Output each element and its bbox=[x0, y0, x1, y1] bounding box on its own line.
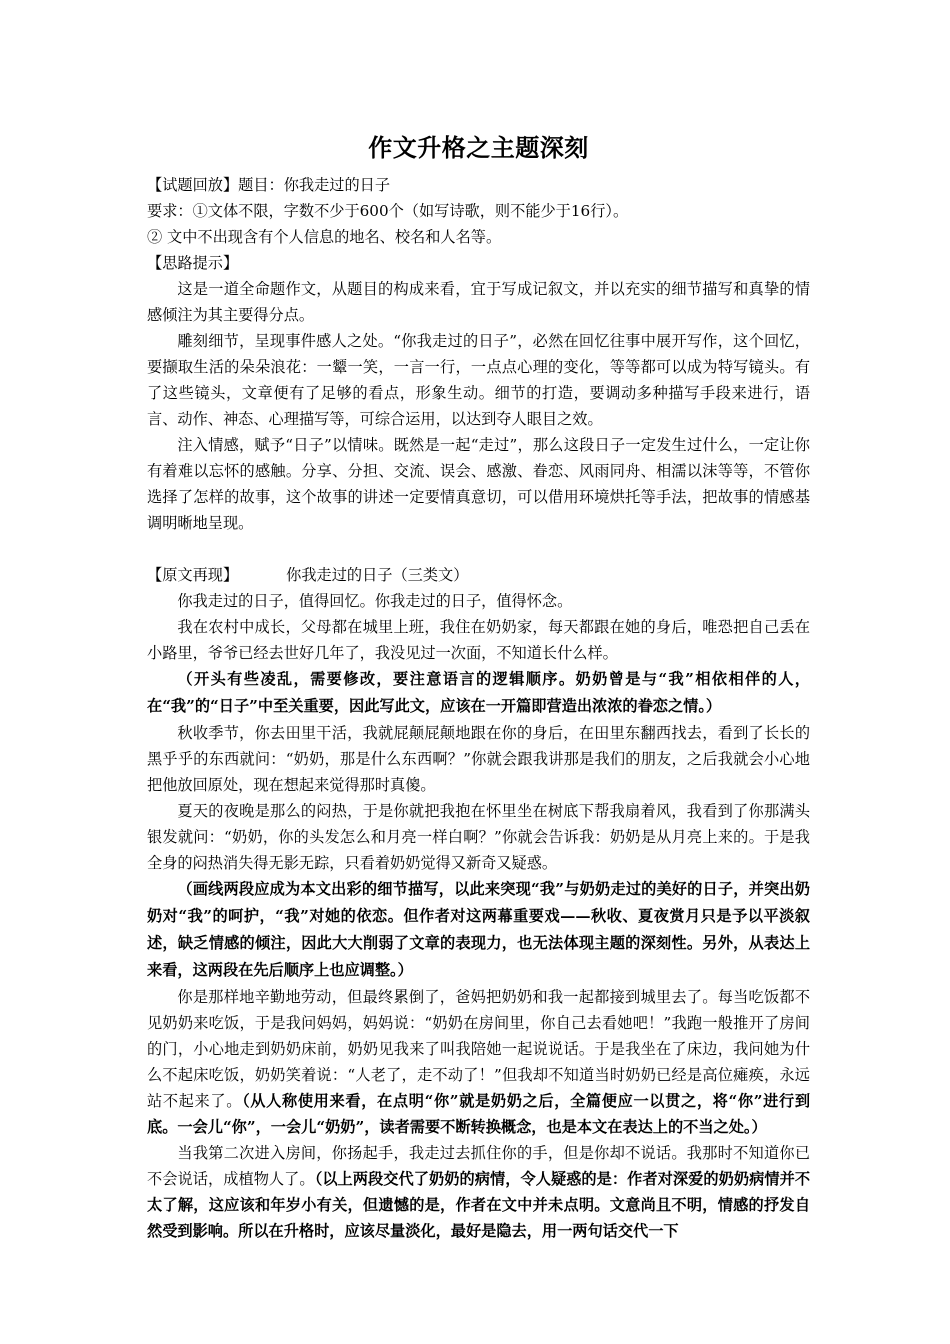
hint-label: 【思路提示】 bbox=[147, 254, 239, 272]
original-paragraph-5-text: 你是那样地辛勤地劳动，但最终累倒了，爸妈把奶奶和我一起都接到城里去了。每当吃饭都不见奶奶来吃饭，于是我问妈妈，妈妈说：“奶奶在房间里，你自己去看她吧！”我跑一般推开了房间的门，小心地走到奶奶床前，奶奶见我来了叫我陪她一起说说话。于是我坐在了床边，我问她为什么不起床吃饭，奶奶笑着说：“人老了，走不动了！”但我却不知道当时奶奶已经是高位瘫痪，永远站不起来了。 bbox=[147, 988, 810, 1110]
requirement-2: ② 文中不出现含有个人信息的地名、校名和人名等。 bbox=[147, 228, 502, 246]
question-label: 【试题回放】 bbox=[147, 176, 239, 194]
original-paragraph-3: 秋收季节，你去田里干活，我就屁颠屁颠地跟在你的身后，在田里东翻西找去，看到了长长的黑乎乎的东西就问：“奶奶，那是什么东西啊？”你就会跟我讲那是我们的朋友，之后我就会小心地把他放回原处，现在想起来觉得那时真傻。 bbox=[147, 724, 810, 794]
comment-1: （开头有些凌乱，需要修改，要注意语言的逻辑顺序。奶奶曾是与“我”相依相伴的人，在“我”的“日子”中至关重要，因此写此文，应该在一开篇即营造出浓浓的眷恋之情。） bbox=[147, 670, 810, 715]
question-text: 题目：你我走过的日子 bbox=[238, 176, 390, 194]
hint-paragraph-2: 雕刻细节，呈现事件感人之处。“你我走过的日子”，必然在回忆往事中展开写作，这个回忆，要撷取生活的朵朵浪花：一颦一笑，一言一行，一点点心理的变化，等等都可以成为特写镜头。有了这些镜头，文章便有了足够的看点，形象生动。细节的打造，要调动多种描写手段来进行，语言、动作、神态、心理描写等，可综合运用，以达到夺人眼目之效。 bbox=[147, 332, 810, 428]
comment-4: （以上两段交代了奶奶的病情，令人疑惑的是：作者对深爱的奶奶病情并不太了解，这应该和年岁小有关，但遗憾的是，作者在文中并未点明。文意尚且不明，情感的抒发自然受到影响。所以在升格时，应该尽量淡化，最好是隐去，用一两句话交代一下 bbox=[147, 1170, 811, 1240]
requirement-1: 要求：①文体不限，字数不少于600个（如写诗歌，则不能少于16行）。 bbox=[147, 202, 629, 220]
comment-2: （画线两段应成为本文出彩的细节描写，以此来突现“我”与奶奶走过的美好的日子，并突出奶奶对“我”的呵护，“我”对她的依恋。但作者对这两幕重要戏——秋收、夏夜赏月只是予以平淡叙述，缺乏情感的倾注，因此大大削弱了文章的表现力，也无法体现主题的深刻性。另外，从表达上来看，这两段在先后顺序上也应调整。） bbox=[147, 880, 810, 979]
comment-3: （从人称使用来看，在点明“你”就是奶奶之后，全篇便应一以贯之，将“你”进行到底。一会儿“你”，一会儿“奶奶”，读者需要不断转换概念，也是本文在表达上的不当之处。） bbox=[147, 1092, 811, 1136]
document-page bbox=[147, 128, 810, 1244]
original-paragraph-6 bbox=[147, 1140, 810, 1244]
original-heading bbox=[147, 562, 810, 588]
original-paragraph-5 bbox=[147, 984, 810, 1140]
section-gap bbox=[147, 536, 810, 562]
original-paragraph-1: 你我走过的日子，值得回忆。你我走过的日子，值得怀念。 bbox=[177, 592, 573, 610]
hint-paragraph-3: 注入情感，赋予“日子”以情味。既然是一起“走过”，那么这段日子一定发生过什么，一定让你有着难以忘怀的感触。分享、分担、交流、误会、感激、眷恋、风雨同舟、相濡以沫等等，不管你选择了怎样的故事，这个故事的讲述一定要情真意切，可以借用环境烘托等手法，把故事的情感基调明晰地呈现。 bbox=[147, 436, 810, 532]
question-line bbox=[147, 172, 810, 198]
original-paragraph-4: 夏天的夜晚是那么的闷热，于是你就把我抱在怀里坐在树底下帮我扇着风，我看到了你那满头银发就问：“奶奶，你的头发怎么和月亮一样白啊？”你就会告诉我：奶奶是从月亮上来的。于是我全身的闷热消失得无影无踪，只看着奶奶觉得又新奇又疑惑。 bbox=[147, 802, 810, 872]
original-paragraph-6-text: 当我第二次进入房间，你扬起手，我走过去抓住你的手，但是你却不说话。我那时不知道你已不会说话，成植物人了。 bbox=[147, 1144, 810, 1188]
original-paragraph-2: 我在农村中成长，父母都在城里上班，我住在奶奶家，每天都跟在她的身后，唯恐把自己丢在小路里，爷爷已经去世好几年了，我没见过一次面，不知道长什么样。 bbox=[147, 618, 810, 662]
original-title: 你我走过的日子（三类文） bbox=[286, 566, 469, 584]
original-label: 【原文再现】 bbox=[147, 566, 239, 584]
hint-paragraph-1: 这是一道全命题作文，从题目的构成来看，宜于写成记叙文，并以充实的细节描写和真挚的情感倾注为其主要得分点。 bbox=[147, 280, 810, 324]
document-title: 作文升格之主题深刻 bbox=[368, 134, 589, 162]
